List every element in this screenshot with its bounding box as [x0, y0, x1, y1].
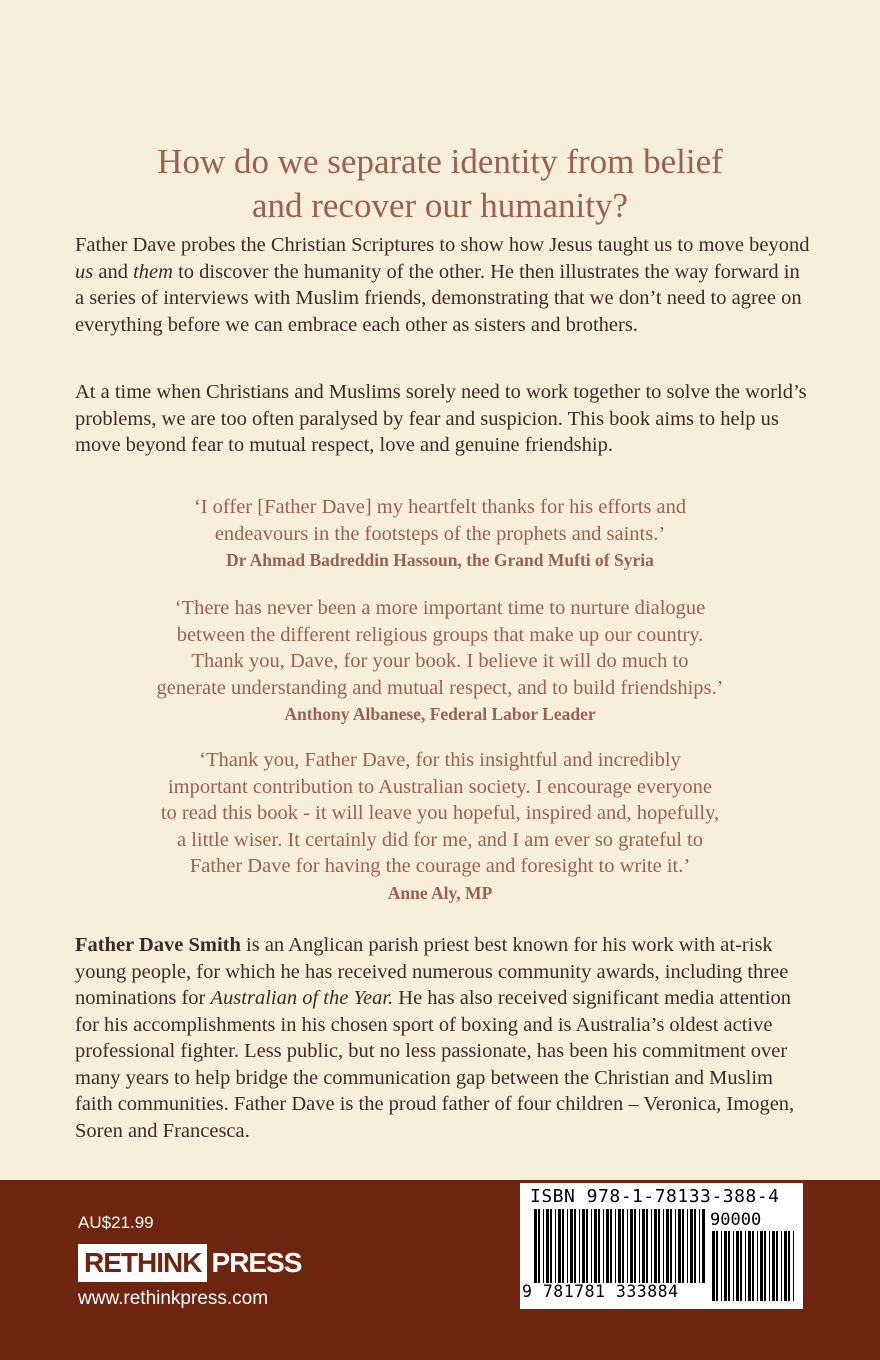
publisher-url: www.rethinkpress.com	[78, 1288, 269, 1309]
barcode-bar	[603, 1209, 604, 1283]
quote-line: between the different religious groups that make up our country.	[176, 623, 704, 646]
barcode-bar	[627, 1209, 628, 1283]
barcode-bar	[538, 1209, 540, 1283]
barcode-bar	[622, 1209, 624, 1283]
barcode-bar	[630, 1209, 633, 1283]
bio-text-2: He has also received significant media attention for his accomplishments in his chosen sport of boxing and is Australia’s oldest active professional fighter. Less public, but no less passionate, has been his commitment over many years to help bridge the communication gap between the Christian and Muslim faith communities. Father Dave is the proud father of four children – Veronica, Imogen, Soren and Francesca.	[75, 987, 795, 1142]
barcode-bar	[724, 1231, 727, 1301]
barcode-bar	[594, 1209, 597, 1283]
headline	[0, 140, 880, 228]
barcode-bar	[760, 1231, 763, 1301]
logo-plain-text: PRESS	[211, 1247, 302, 1278]
barcode-bar	[699, 1209, 700, 1283]
intro-text-2: and	[93, 260, 134, 283]
barcode-bar	[740, 1231, 742, 1301]
barcode-bar	[558, 1209, 561, 1283]
intro-emphasis-us: us	[75, 260, 94, 283]
barcode-bar	[543, 1209, 544, 1283]
barcode-bar	[788, 1231, 790, 1301]
quote-line: a little wiser. It certainly did for me, and I am ever so grateful to	[177, 828, 703, 851]
barcode-bar	[721, 1231, 722, 1301]
author-name: Father Dave Smith	[75, 934, 241, 956]
award-title: Australian of the Year.	[210, 987, 394, 1009]
barcode-bar	[654, 1209, 657, 1283]
barcode-bar	[784, 1231, 787, 1301]
barcode-bar	[606, 1209, 609, 1283]
quote-attribution: Dr Ahmad Badreddin Hassoun, the Grand Mufti of Syria	[226, 550, 654, 570]
barcode-bar	[690, 1209, 693, 1283]
second-paragraph: At a time when Christians and Muslims sorely need to work together to solve the world’s problems, we are too often paralysed by fear and suspicion. This book aims to help us move beyond fear to mutual respect, love and genuine friendship.	[75, 381, 807, 456]
barcode-bar	[591, 1209, 592, 1283]
isbn-label: ISBN 978-1-78133-388-4	[530, 1186, 780, 1207]
publisher-logo	[78, 1244, 301, 1282]
barcode-bar	[610, 1209, 612, 1283]
quote-line: generate understanding and mutual respect, and to build friendships.’	[156, 676, 724, 699]
quote-attribution: Anthony Albanese, Federal Labor Leader	[284, 704, 596, 724]
barcode-bar	[678, 1209, 681, 1283]
barcode-bar	[733, 1231, 734, 1301]
price-label: AU$21.99	[78, 1213, 154, 1232]
barcode-bar	[666, 1209, 669, 1283]
quote-line: important contribution to Australian society. I encourage everyone	[167, 775, 713, 798]
barcode-bar	[615, 1209, 616, 1283]
barcode-bar	[562, 1209, 564, 1283]
barcode-bar	[574, 1209, 576, 1283]
barcode-digits: 9 781781 333884	[522, 1282, 679, 1301]
barcode-bar	[663, 1209, 664, 1283]
intro-text-1: Father Dave probes the Christian Scriptures to show how Jesus taught us to move beyond	[75, 234, 810, 256]
addon-code: 90000	[710, 1210, 762, 1230]
bio-text-1: is an Anglican parish priest best known for his work with at-risk young people, for which he has received numerous community awards, including three nominations for	[75, 934, 789, 1009]
quote-line: to read this book - it will leave you hopeful, inspired and, hopefully,	[160, 802, 720, 824]
barcode-bar	[639, 1209, 640, 1283]
barcode-bar	[546, 1209, 549, 1283]
barcode-bar	[579, 1209, 580, 1283]
barcode-bar	[634, 1209, 636, 1283]
barcode-bar	[757, 1231, 758, 1301]
barcode-bar	[598, 1209, 600, 1283]
barcode-bar	[772, 1231, 775, 1301]
quote-line: endeavours in the footsteps of the prophets and saints.’	[214, 522, 666, 545]
barcode-bar	[764, 1231, 766, 1301]
barcode-bar	[728, 1231, 730, 1301]
barcode-bar	[618, 1209, 621, 1283]
headline-line-2: and recover our humanity?	[251, 186, 629, 225]
quote-line: ‘I offer [Father Dave] my heartfelt thanks for his efforts and	[193, 496, 687, 518]
isbn-barcode	[520, 1183, 803, 1309]
barcode-bar	[582, 1209, 585, 1283]
quote-1	[60, 494, 820, 573]
barcode-bar	[748, 1231, 751, 1301]
barcode-bar	[534, 1209, 537, 1283]
barcode-bar	[675, 1209, 676, 1283]
barcode-bar	[769, 1231, 770, 1301]
quote-line: Thank you, Dave, for your book. I believe it will do much to	[191, 650, 689, 672]
barcode-bar	[752, 1231, 754, 1301]
barcode-bar	[702, 1209, 705, 1283]
barcode-bar	[712, 1231, 715, 1301]
quote-2	[60, 595, 820, 727]
barcode-bar	[781, 1231, 782, 1301]
barcode-bar	[776, 1231, 778, 1301]
barcode-bar	[567, 1209, 568, 1283]
quote-attribution: Anne Aly, MP	[387, 882, 493, 903]
barcode-bar	[646, 1209, 648, 1283]
barcode-bar	[687, 1209, 688, 1283]
intro-text-3: to discover the humanity of the other. He then illustrates the way forward in a series of interviews with Muslim friends, demonstrating that we don’t need to agree on everything before we can embrace each other as sisters and brothers.	[75, 260, 802, 336]
barcode-bar	[642, 1209, 645, 1283]
intro-paragraph	[75, 232, 810, 338]
barcode-bar	[682, 1209, 684, 1283]
barcode-bar	[694, 1209, 696, 1283]
quote-line: Father Dave for having the courage and foresight to write it.’	[189, 855, 691, 877]
intro-emphasis-them: them	[133, 260, 173, 283]
barcode-bar	[586, 1209, 588, 1283]
barcode-bar	[570, 1209, 573, 1283]
author-bio	[75, 932, 810, 1144]
barcode-bar	[550, 1209, 552, 1283]
barcode-bar	[555, 1209, 556, 1283]
barcode-bar	[745, 1231, 746, 1301]
barcode-bar	[658, 1209, 660, 1283]
barcode-bar	[716, 1231, 718, 1301]
barcode-bar	[736, 1231, 739, 1301]
logo-boxed-text: RETHINK	[78, 1244, 207, 1282]
quote-3	[60, 747, 820, 906]
quote-line: ‘There has never been a more important time to nurture dialogue	[174, 597, 706, 619]
barcode-bar	[793, 1231, 794, 1301]
quote-line: ‘Thank you, Father Dave, for this insightful and incredibly	[199, 749, 681, 771]
barcode-bar	[651, 1209, 652, 1283]
headline-line-1: How do we separate identity from belief	[157, 142, 723, 181]
barcode-bar	[670, 1209, 672, 1283]
